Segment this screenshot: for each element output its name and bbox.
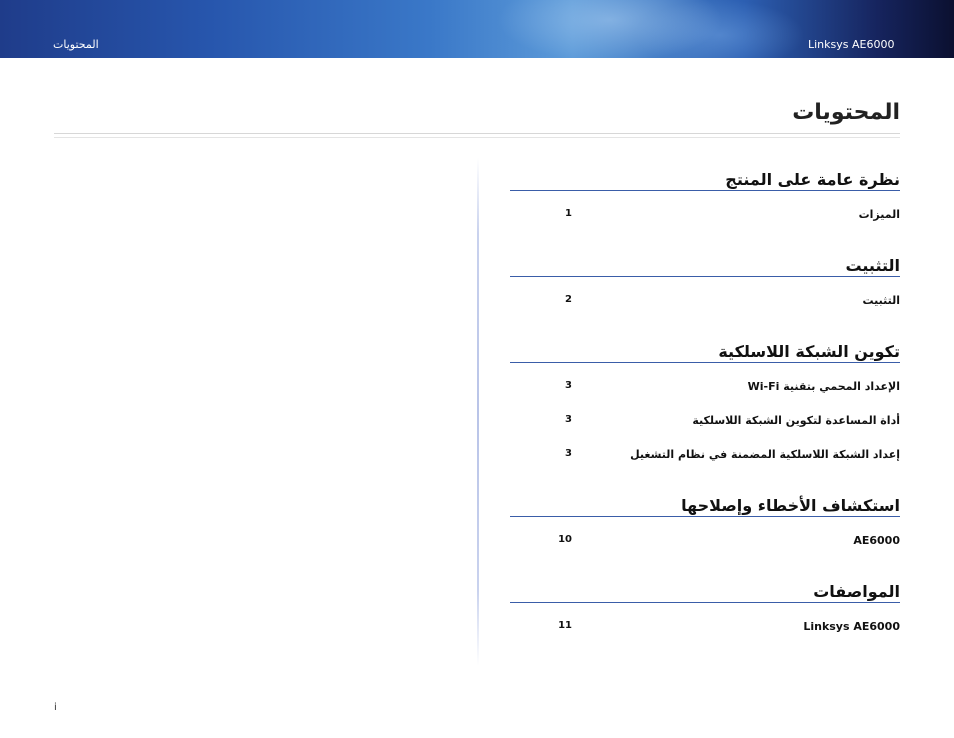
toc-section-title-wireless-config[interactable]: تكوين الشبكة اللاسلكية [718, 342, 900, 361]
toc-entry-label[interactable]: التثبيت [862, 294, 900, 307]
toc-section-title-installation[interactable]: التثبيت [845, 256, 900, 275]
footer-page-number: i [54, 702, 57, 713]
toc-entry-page[interactable]: 3 [565, 448, 572, 459]
header-product-name: Linksys AE6000 [808, 38, 895, 51]
section-rule [510, 602, 900, 603]
section-rule [510, 190, 900, 191]
header-banner [0, 0, 954, 58]
section-rule [510, 362, 900, 363]
toc-entry-page[interactable]: 2 [565, 294, 572, 305]
toc-section-title-specifications[interactable]: المواصفات [813, 582, 900, 601]
toc-entry-label[interactable]: الإعداد المحمي بتقنية Wi-Fi [747, 380, 900, 393]
header-section-label: المحتويات [53, 38, 99, 51]
toc-entry-page[interactable]: 3 [565, 380, 572, 391]
toc-entry-label[interactable]: أداة المساعدة لتكوين الشبكة اللاسلكية [692, 414, 900, 427]
toc-entry-page[interactable]: 1 [565, 208, 572, 219]
column-divider [477, 158, 479, 666]
toc-entry-label[interactable]: إعداد الشبكة اللاسلكية المضمنة في نظام التشغيل [630, 448, 900, 461]
page-title: المحتويات [792, 100, 900, 125]
toc-entry-page[interactable]: 3 [565, 414, 572, 425]
toc-section-title-overview[interactable]: نظرة عامة على المنتج [725, 170, 900, 189]
toc-entry-label[interactable]: الميزات [858, 208, 900, 221]
toc-entry-label[interactable]: Linksys AE6000 [803, 620, 900, 633]
toc-entry-page[interactable]: 10 [558, 534, 572, 545]
toc-entry-label[interactable]: AE6000 [853, 534, 900, 547]
toc-section-title-troubleshooting[interactable]: استكشاف الأخطاء وإصلاحها [681, 496, 900, 515]
section-rule [510, 516, 900, 517]
title-divider-secondary [54, 137, 900, 138]
title-divider [54, 133, 900, 134]
toc-entry-page[interactable]: 11 [558, 620, 572, 631]
section-rule [510, 276, 900, 277]
